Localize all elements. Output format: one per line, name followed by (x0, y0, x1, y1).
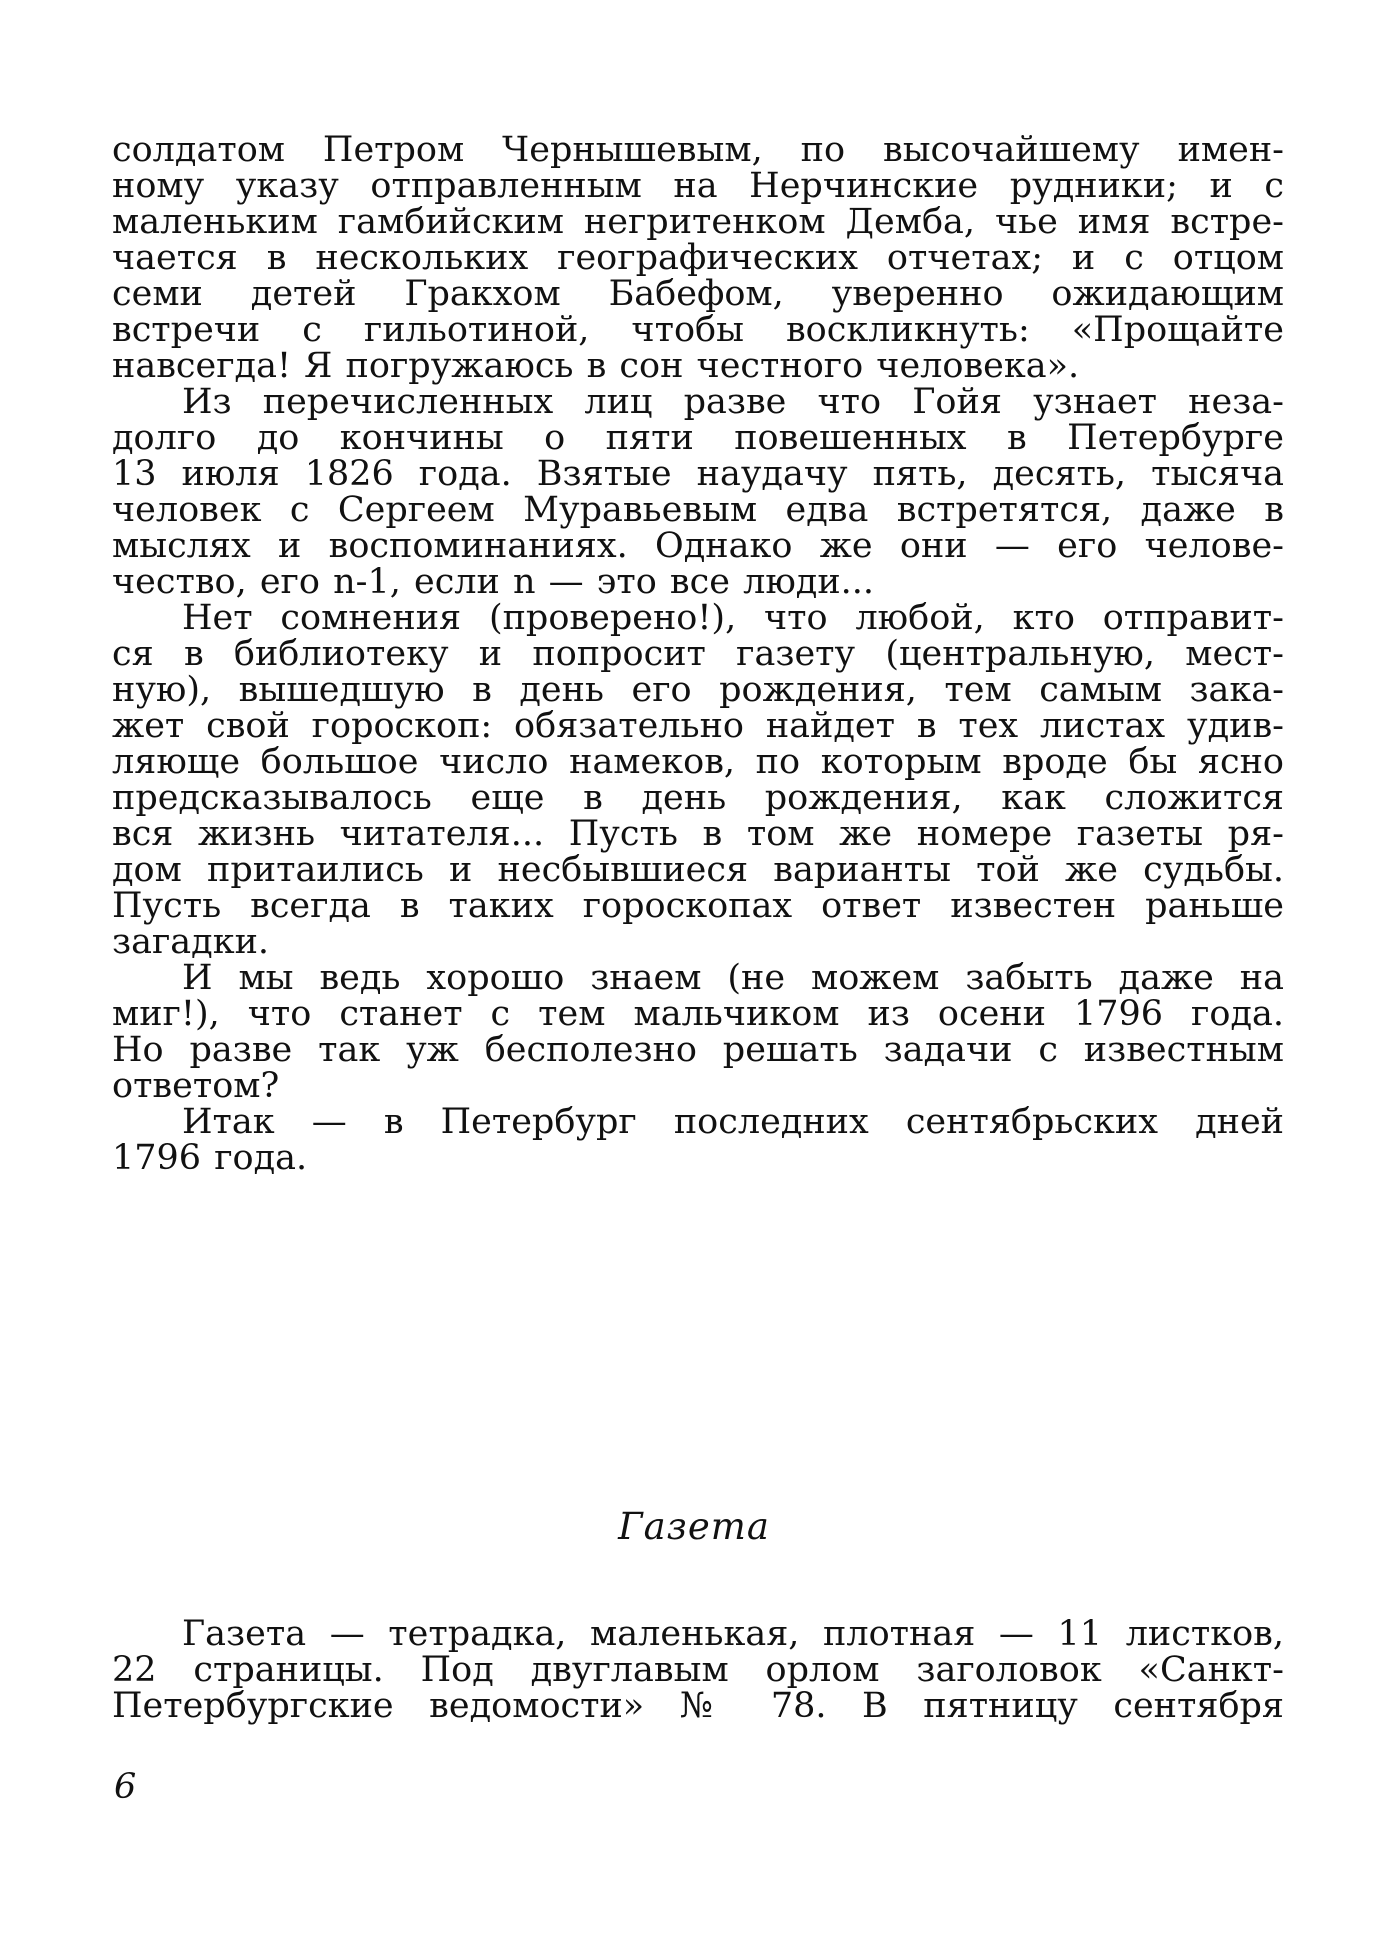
text-line: ся в библиотеку и попросит газету (центральную, мест- (112, 634, 1284, 674)
text-line: Итак — в Петербург последних сентябрьских дней (182, 1102, 1284, 1142)
text-line: солдатом Петром Чернышевым, по высочайшему имен- (112, 130, 1284, 170)
text-line: вся жизнь читателя... Пусть в том же номере газеты ря- (112, 814, 1284, 854)
text-line: ляюще большое число намеков, по которым вроде бы ясно (112, 742, 1284, 782)
text-line: Нет сомнения (проверено!), что любой, кто отправит- (182, 598, 1284, 638)
text-line: миг!), что станет с тем мальчиком из осени 1796 года. (112, 994, 1284, 1034)
text-line: ответом? (112, 1066, 280, 1106)
text-line: Но разве так уж бесполезно решать задачи с известным (112, 1030, 1284, 1070)
text-line: 1796 года. (112, 1138, 308, 1178)
text-line: мыслях и воспоминаниях. Однако же они — его челове- (112, 526, 1284, 566)
text-line: 13 июля 1826 года. Взятые наудачу пять, десять, тысяча (112, 454, 1284, 494)
text-line: чество, его n-1, если n — это все люди... (112, 562, 875, 602)
text-line: долго до кончины о пяти повешенных в Петербурге (112, 418, 1284, 458)
section-heading: Газета (618, 1505, 770, 1548)
text-line: загадки. (112, 922, 270, 962)
text-line: Петербургские ведомости» № 78. В пятницу сентября (112, 1686, 1284, 1726)
text-line: Газета — тетрадка, маленькая, плотная — 11 листков, (182, 1614, 1284, 1654)
text-line: ную), вышедшую в день его рождения, тем самым зака- (112, 670, 1284, 710)
text-line: ному указу отправленным на Нерчинские рудники; и с (112, 166, 1284, 206)
text-line: навсегда! Я погружаюсь в сон честного человека». (112, 346, 1080, 386)
text-line: предсказывалось еще в день рождения, как сложится (112, 778, 1284, 818)
text-line: встречи с гильотиной, чтобы воскликнуть: «Прощайте (112, 310, 1284, 350)
text-line: 22 страницы. Под двуглавым орлом заголовок «Санкт- (112, 1650, 1284, 1690)
text-line: жет свой гороскоп: обязательно найдет в тех листах удив- (112, 706, 1284, 746)
text-line: семи детей Гракхом Бабефом, уверенно ожидающим (112, 274, 1284, 314)
text-line: дом притаились и несбывшиеся варианты той же судьбы. (112, 850, 1284, 890)
text-line: чается в нескольких географических отчетах; и с отцом (112, 238, 1284, 278)
text-line: Пусть всегда в таких гороскопах ответ известен раньше (112, 886, 1284, 926)
text-line: И мы ведь хорошо знаем (не можем забыть даже на (182, 958, 1284, 998)
text-line: маленьким гамбийским негритенком Демба, чье имя встре- (112, 202, 1284, 242)
text-line: Из перечисленных лиц разве что Гойя узнает неза- (182, 382, 1284, 422)
page-number: 6 (114, 1767, 137, 1807)
text-line: человек с Сергеем Муравьевым едва встретятся, даже в (112, 490, 1284, 530)
